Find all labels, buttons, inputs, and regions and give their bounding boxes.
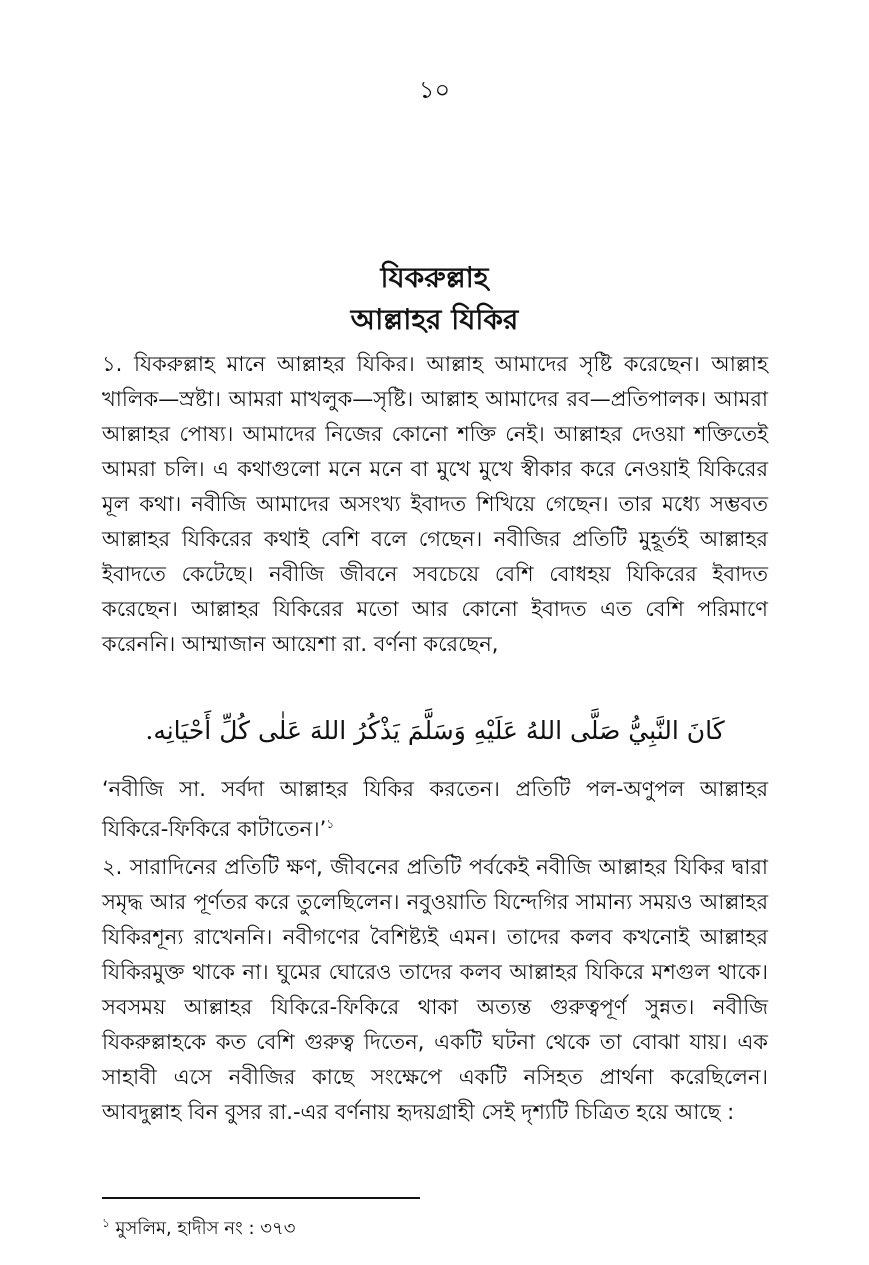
chapter-subtitle: আল্লাহর যিকির: [350, 303, 519, 336]
footnote-divider: [102, 1197, 420, 1199]
paragraph-2: ২. সারাদিনের প্রতিটি ক্ষণ, জীবনের প্রতিটি পর্বকেই নবীজি আল্লাহর যিকির দ্বারা সমৃদ্ধ আর পূর্ণতর করে তুলেছিলেন। নবুওয়াতি যিন্দেগির সামান্য সময়ও আল্লাহর যিকিরশূন্য রাখেননি। নবীগণের বৈশিষ্ট্যই এমন। তাদের কলব কখনোই আল্লাহর যিকিরমুক্ত থাকে না। ঘুমের ঘোরেও তাদের কলব আল্লাহর যিকিরে মশগুল থাকে। সবসময় আল্লাহর যিকিরে-ফিকিরে থাকা অত্যন্ত গুরুত্বপূর্ণ সুন্নত। নবীজি যিকরুল্লাহকে কত বেশি গুরুত্ব দিতেন, একটি ঘটনা থেকে তা বোঝা যায়। এক সাহাবী এসে নবীজির কাছে সংক্ষেপে একটি নসিহত প্রার্থনা করেছিলেন। আবদুল্লাহ বিন বুসর রা.-এর বর্ণনায় হৃদয়গ্রাহী সেই দৃশ্যটি চিত্রিত হয়ে আছে :: [102, 855, 768, 1124]
paragraph-1: ১. যিকরুল্লাহ মানে আল্লাহর যিকির। আল্লাহ আমাদের সৃষ্টি করেছেন। আল্লাহ খালিক—স্রষ্টা। আমরা মাখলুক—সৃষ্টি। আল্লাহ আমাদের রব—প্রতিপালক। আমরা আল্লাহর পোষ্য। আমাদের নিজের কোনো শক্তি নেই। আল্লাহর দেওয়া শক্তিতেই আমরা চলি। এ কথাগুলো মনে মনে বা মুখে মুখে স্বীকার করে নেওয়াই যিকিরের মূল কথা। নবীজি আমাদের অসংখ্য ইবাদত শিখিয়ে গেছেন। তার মধ্যে সম্ভবত আল্লাহর যিকিরের কথাই বেশি বলে গেছেন। নবীজির প্রতিটি মুহূর্তই আল্লাহর ইবাদতে কেটেছে। নবীজি জীবনে সবচেয়ে বেশি বোধহয় যিকিরের ইবাদত করেছেন। আল্লাহর যিকিরের মতো আর কোনো ইবাদত এত বেশি পরিমাণে করেননি। আম্মাজান আয়েশা রা. বর্ণনা করেছেন,: [102, 352, 768, 656]
footnote-reference: ১: [326, 817, 335, 831]
hadith-translation: [102, 772, 768, 847]
arabic-hadith: كَانَ النَّبِيُّ صَلَّى اللهُ عَلَيْهِ وَسَلَّمَ يَذْكُرُ اللهَ عَلٰى كُلِّ أَحْيَانِه.: [145, 716, 725, 745]
footnote: [102, 1214, 295, 1245]
footnote-mark: ১: [102, 1216, 110, 1230]
page-number: ১০: [418, 76, 451, 104]
footnote-text: মুসলিম, হাদীস নং : ৩৭৩: [115, 1218, 296, 1239]
translation-text: ‘নবীজি সা. সর্বদা আল্লাহর যিকির করতেন। প্রতিটি পল-অণুপল আল্লাহর যিকিরে-ফিকিরে কাটাতেন।’: [102, 777, 768, 841]
chapter-title: যিকরুল্লাহ: [380, 261, 489, 294]
